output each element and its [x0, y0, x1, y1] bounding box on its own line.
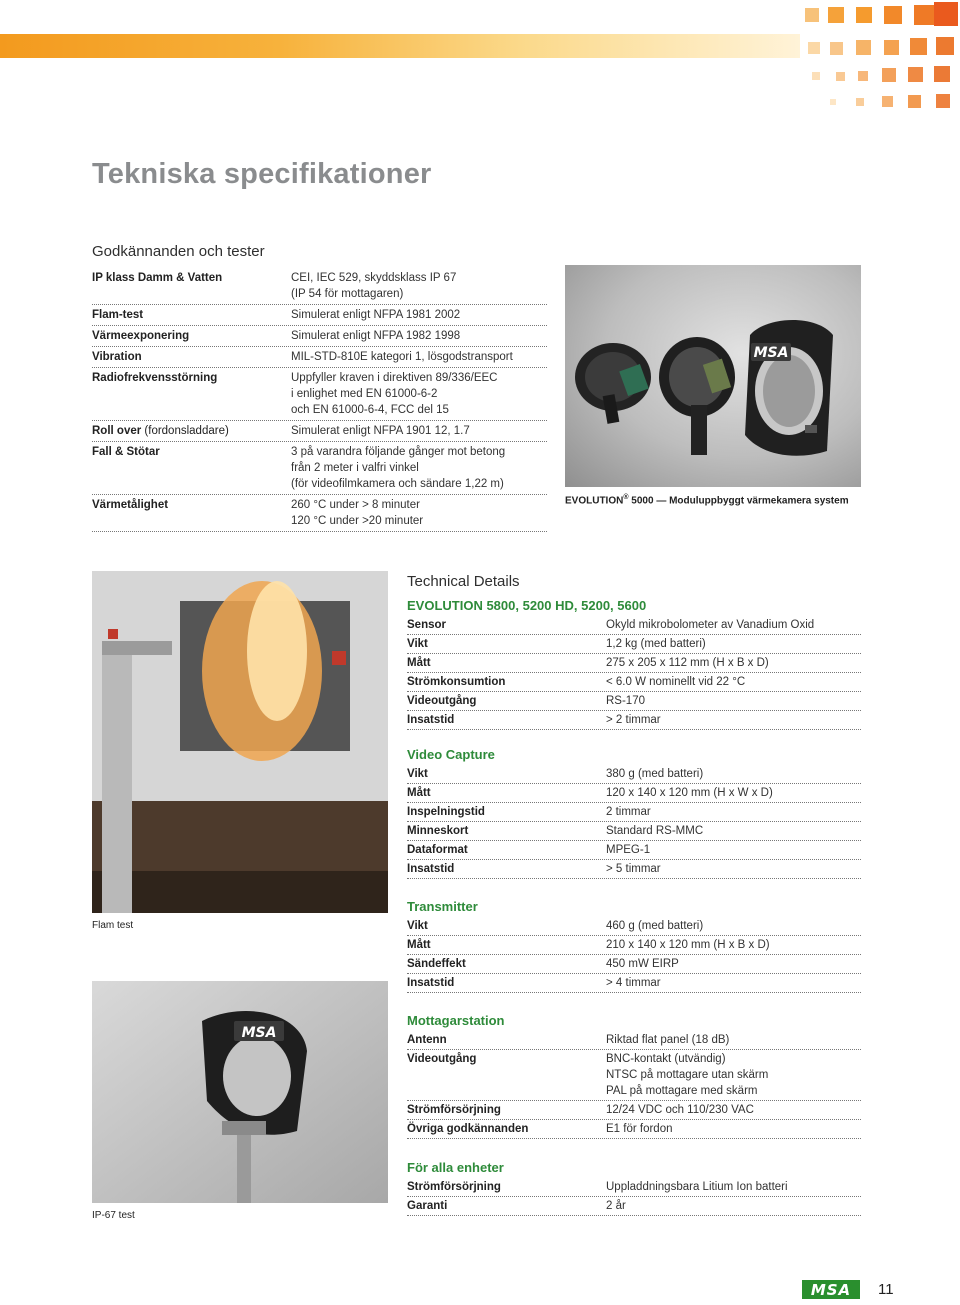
approval-key: Värmetålighet	[92, 499, 169, 511]
thermal-camera-illustration	[565, 265, 861, 487]
approval-row	[92, 347, 547, 368]
ip67-test-caption: IP-67 test	[92, 1210, 135, 1221]
tech-row	[407, 1120, 861, 1139]
tech-group-title: För alla enheter	[407, 1160, 504, 1175]
tech-value: 120 x 140 x 120 mm (H x W x D)	[606, 787, 773, 799]
tech-value: Riktad flat panel (18 dB)	[606, 1034, 730, 1046]
tech-row	[407, 955, 861, 974]
tech-key: Garanti	[407, 1200, 448, 1212]
tech-row	[407, 917, 861, 936]
page-number: 11	[878, 1281, 894, 1298]
tech-key: Videoutgång	[407, 695, 477, 707]
tech-group-title: EVOLUTION 5800, 5200 HD, 5200, 5600	[407, 598, 647, 613]
tech-group-table	[407, 917, 861, 993]
tech-row	[407, 1031, 861, 1050]
tech-row	[407, 1101, 861, 1120]
tech-key: Dataformat	[407, 844, 468, 856]
approval-row	[92, 421, 547, 442]
tech-key: Vikt	[407, 920, 428, 932]
tech-row	[407, 654, 861, 673]
tech-row	[407, 841, 861, 860]
tech-key: Mått	[407, 787, 431, 799]
flame-test-caption: Flam test	[92, 920, 134, 931]
approval-value: Simulerat enligt NFPA 1901 12, 1.7	[291, 425, 470, 437]
approval-key: Radiofrekvensstörning	[92, 372, 218, 384]
msa-logo: MSA	[802, 1280, 860, 1299]
approval-value: MIL-STD-810E kategori 1, lösgodstransport	[291, 351, 513, 363]
tech-key: Sändeffekt	[407, 958, 466, 970]
tech-value: 2 timmar	[606, 806, 651, 818]
tech-value: 275 x 205 x 112 mm (H x B x D)	[606, 657, 769, 669]
page-title: Tekniska specifikationer	[92, 158, 432, 190]
tech-value: > 5 timmar	[606, 863, 661, 875]
tech-value: 1,2 kg (med batteri)	[606, 638, 706, 650]
tech-value: Uppladdningsbara Litium Ion batteri	[606, 1181, 788, 1193]
approval-key: IP klass Damm & Vatten	[92, 272, 223, 284]
tech-key: Mått	[407, 657, 431, 669]
approval-value: Simulerat enligt NFPA 1982 1998	[291, 330, 461, 342]
tech-value: BNC-kontakt (utvändig) NTSC på mottagare utan skärm PAL på mottagare med skärm	[606, 1053, 769, 1097]
tech-value: Okyld mikrobolometer av Vanadium Oxid	[606, 619, 815, 631]
approval-row	[92, 495, 547, 532]
approval-value: 260 °C under > 8 minuter 120 °C under >20 minuter	[291, 499, 424, 527]
tech-key: Mått	[407, 939, 431, 951]
tech-value: MPEG-1	[606, 844, 651, 856]
approval-value: CEI, IEC 529, skyddsklass IP 67 (IP 54 för mottagaren)	[291, 272, 457, 300]
tech-key: Sensor	[407, 619, 446, 631]
tech-group-table	[407, 1031, 861, 1139]
approval-key: Fall & Stötar	[92, 446, 160, 458]
ip67-test-image	[92, 981, 388, 1203]
technical-heading: Technical Details	[407, 573, 520, 590]
tech-group-table	[407, 765, 861, 879]
approval-value: Simulerat enligt NFPA 1981 2002	[291, 309, 461, 321]
tech-row	[407, 673, 861, 692]
tech-row	[407, 616, 861, 635]
tech-key: Insatstid	[407, 714, 455, 726]
tech-row	[407, 1050, 861, 1101]
tech-row	[407, 936, 861, 955]
hero-caption: EVOLUTION® 5000 — Moduluppbyggt värmekamera system	[565, 494, 849, 507]
tech-key: Strömkonsumtion	[407, 676, 506, 688]
hero-camera-image	[565, 265, 861, 487]
ip67-msa-logo: MSA	[241, 1025, 277, 1041]
tech-row	[407, 860, 861, 879]
tech-row	[407, 784, 861, 803]
tech-key: Vikt	[407, 638, 428, 650]
tech-row	[407, 1178, 861, 1197]
tech-group-table	[407, 616, 861, 730]
approval-value: Uppfyller kraven i direktiven 89/336/EEC i enlighet med EN 61000-6-2 och EN 61000-6-4, FCC del 15	[291, 372, 498, 416]
approvals-table	[92, 268, 547, 532]
tech-value: 2 år	[606, 1200, 626, 1212]
approval-row	[92, 368, 547, 421]
tech-value: < 6.0 W nominellt vid 22 °C	[606, 676, 746, 688]
tech-value: 210 x 140 x 120 mm (H x B x D)	[606, 939, 770, 951]
tech-row	[407, 635, 861, 654]
tech-group-title: Mottagarstation	[407, 1013, 505, 1028]
tech-key: Videoutgång	[407, 1053, 477, 1065]
header-square-pattern	[800, 2, 960, 110]
approval-key: Roll over (fordonsladdare)	[92, 425, 229, 437]
tech-value: E1 för fordon	[606, 1123, 673, 1135]
ip67-test-illustration	[92, 981, 388, 1203]
approval-key: Vibration	[92, 351, 142, 363]
tech-value: > 4 timmar	[606, 977, 661, 989]
tech-key: Antenn	[407, 1034, 447, 1046]
approval-key: Flam-test	[92, 309, 144, 321]
tech-group-title: Video Capture	[407, 747, 495, 762]
tech-key: Strömförsörjning	[407, 1104, 501, 1116]
tech-group-table	[407, 1178, 861, 1216]
approvals-heading: Godkännanden och tester	[92, 243, 265, 260]
flame-test-illustration	[92, 571, 388, 913]
header-gradient-bar	[0, 34, 800, 58]
tech-value: 460 g (med batteri)	[606, 920, 704, 932]
tech-value: 380 g (med batteri)	[606, 768, 704, 780]
approval-row	[92, 442, 547, 495]
tech-key: Övriga godkännanden	[407, 1123, 529, 1135]
approval-row	[92, 326, 547, 347]
tech-row	[407, 822, 861, 841]
tech-row	[407, 692, 861, 711]
tech-key: Insatstid	[407, 977, 455, 989]
tech-row	[407, 803, 861, 822]
approval-value: 3 på varandra följande gånger mot betong från 2 meter i valfri vinkel (för videofilmkamera och sändare 1,22 m)	[291, 446, 506, 490]
tech-row	[407, 1197, 861, 1216]
tech-key: Vikt	[407, 768, 428, 780]
flame-test-image	[92, 571, 388, 913]
approval-row	[92, 305, 547, 326]
tech-key: Strömförsörjning	[407, 1181, 501, 1193]
approval-key: Värmeexponering	[92, 330, 190, 342]
tech-key: Inspelningstid	[407, 806, 485, 818]
tech-value: 450 mW EIRP	[606, 958, 679, 970]
tech-value: Standard RS-MMC	[606, 825, 704, 837]
tech-value: > 2 timmar	[606, 714, 661, 726]
tech-value: 12/24 VDC och 110/230 VAC	[606, 1104, 754, 1116]
hero-msa-logo: MSA	[753, 345, 789, 361]
tech-row	[407, 765, 861, 784]
tech-row	[407, 974, 861, 993]
tech-value: RS-170	[606, 695, 645, 707]
tech-group-title: Transmitter	[407, 899, 478, 914]
tech-row	[407, 711, 861, 730]
approval-row	[92, 268, 547, 305]
tech-key: Minneskort	[407, 825, 469, 837]
tech-key: Insatstid	[407, 863, 455, 875]
